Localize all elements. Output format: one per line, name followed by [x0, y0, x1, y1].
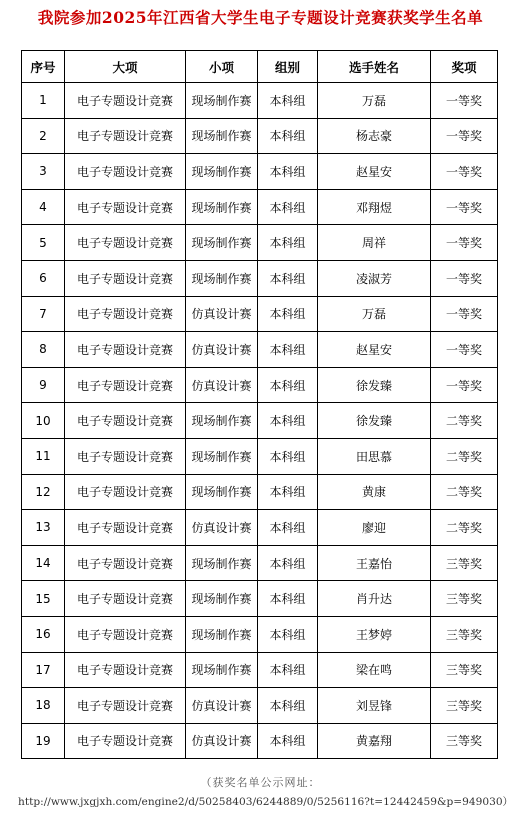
table-row: [22, 367, 498, 403]
cell-index: 12: [22, 474, 65, 510]
cell-category: 电子专题设计竞赛: [65, 225, 186, 261]
cell-award: 二等奖: [431, 474, 498, 510]
cell-group: 本科组: [258, 189, 318, 225]
header-award: 奖项: [431, 51, 498, 83]
cell-index: 6: [22, 260, 65, 296]
table-body: [22, 83, 498, 759]
cell-name: 凌淑芳: [318, 260, 431, 296]
cell-index: 7: [22, 296, 65, 332]
cell-award: 二等奖: [431, 510, 498, 546]
cell-subcategory: 现场制作赛: [186, 189, 258, 225]
cell-subcategory: 仿真设计赛: [186, 723, 258, 759]
header-subcategory: 小项: [186, 51, 258, 83]
cell-index: 1: [22, 83, 65, 119]
cell-name: 赵星安: [318, 154, 431, 190]
cell-name: 周祥: [318, 225, 431, 261]
cell-group: 本科组: [258, 296, 318, 332]
cell-award: 一等奖: [431, 225, 498, 261]
cell-name: 田思慕: [318, 438, 431, 474]
cell-index: 8: [22, 332, 65, 368]
cell-name: 黄康: [318, 474, 431, 510]
cell-award: 一等奖: [431, 154, 498, 190]
cell-award: 三等奖: [431, 545, 498, 581]
header-name: 选手姓名: [318, 51, 431, 83]
cell-category: 电子专题设计竞赛: [65, 510, 186, 546]
cell-group: 本科组: [258, 723, 318, 759]
cell-subcategory: 现场制作赛: [186, 616, 258, 652]
cell-award: 三等奖: [431, 616, 498, 652]
cell-index: 3: [22, 154, 65, 190]
header-index: 序号: [22, 51, 65, 83]
cell-subcategory: 现场制作赛: [186, 118, 258, 154]
cell-category: 电子专题设计竞赛: [65, 652, 186, 688]
cell-category: 电子专题设计竞赛: [65, 118, 186, 154]
cell-index: 11: [22, 438, 65, 474]
cell-name: 邓翔煜: [318, 189, 431, 225]
cell-subcategory: 现场制作赛: [186, 581, 258, 617]
cell-category: 电子专题设计竞赛: [65, 723, 186, 759]
cell-group: 本科组: [258, 260, 318, 296]
cell-category: 电子专题设计竞赛: [65, 545, 186, 581]
cell-award: 一等奖: [431, 189, 498, 225]
cell-group: 本科组: [258, 225, 318, 261]
cell-group: 本科组: [258, 652, 318, 688]
cell-name: 黄嘉翔: [318, 723, 431, 759]
cell-name: 万磊: [318, 83, 431, 119]
table-header-row: [22, 51, 498, 83]
cell-index: 14: [22, 545, 65, 581]
cell-subcategory: 仿真设计赛: [186, 688, 258, 724]
table-row: [22, 616, 498, 652]
footer-label: （获奖名单公示网址：: [200, 776, 321, 789]
cell-subcategory: 现场制作赛: [186, 652, 258, 688]
cell-group: 本科组: [258, 438, 318, 474]
cell-award: 一等奖: [431, 367, 498, 403]
cell-award: 一等奖: [431, 83, 498, 119]
table-row: [22, 510, 498, 546]
cell-subcategory: 仿真设计赛: [186, 332, 258, 368]
cell-group: 本科组: [258, 474, 318, 510]
cell-award: 一等奖: [431, 260, 498, 296]
cell-index: 15: [22, 581, 65, 617]
cell-award: 一等奖: [431, 296, 498, 332]
table-row: [22, 403, 498, 439]
cell-index: 2: [22, 118, 65, 154]
cell-subcategory: 现场制作赛: [186, 545, 258, 581]
cell-index: 18: [22, 688, 65, 724]
cell-award: 三等奖: [431, 652, 498, 688]
cell-category: 电子专题设计竞赛: [65, 474, 186, 510]
cell-group: 本科组: [258, 616, 318, 652]
cell-category: 电子专题设计竞赛: [65, 83, 186, 119]
header-group: 组别: [258, 51, 318, 83]
cell-category: 电子专题设计竞赛: [65, 688, 186, 724]
cell-category: 电子专题设计竞赛: [65, 189, 186, 225]
cell-award: 二等奖: [431, 403, 498, 439]
cell-group: 本科组: [258, 154, 318, 190]
cell-group: 本科组: [258, 332, 318, 368]
cell-category: 电子专题设计竞赛: [65, 581, 186, 617]
table-row: [22, 296, 498, 332]
cell-index: 10: [22, 403, 65, 439]
table-row: [22, 581, 498, 617]
cell-subcategory: 仿真设计赛: [186, 510, 258, 546]
table-row: [22, 260, 498, 296]
cell-group: 本科组: [258, 581, 318, 617]
cell-name: 王嘉怡: [318, 545, 431, 581]
cell-category: 电子专题设计竞赛: [65, 296, 186, 332]
cell-name: 梁在鸣: [318, 652, 431, 688]
cell-group: 本科组: [258, 403, 318, 439]
awards-table: [21, 50, 498, 759]
table-row: [22, 118, 498, 154]
cell-group: 本科组: [258, 367, 318, 403]
cell-group: 本科组: [258, 545, 318, 581]
table-row: [22, 723, 498, 759]
cell-category: 电子专题设计竞赛: [65, 438, 186, 474]
cell-index: 17: [22, 652, 65, 688]
cell-group: 本科组: [258, 83, 318, 119]
cell-name: 赵星安: [318, 332, 431, 368]
cell-award: 一等奖: [431, 118, 498, 154]
page-title: 我院参加2025年江西省大学生电子专题设计竞赛获奖学生名单: [37, 8, 484, 27]
cell-name: 刘昱锋: [318, 688, 431, 724]
cell-category: 电子专题设计竞赛: [65, 154, 186, 190]
cell-name: 肖升达: [318, 581, 431, 617]
cell-category: 电子专题设计竞赛: [65, 403, 186, 439]
cell-index: 16: [22, 616, 65, 652]
cell-award: 三等奖: [431, 723, 498, 759]
cell-name: 廖迎: [318, 510, 431, 546]
cell-award: 三等奖: [431, 688, 498, 724]
cell-subcategory: 仿真设计赛: [186, 367, 258, 403]
table-row: [22, 688, 498, 724]
cell-name: 王梦婷: [318, 616, 431, 652]
cell-index: 5: [22, 225, 65, 261]
table-row: [22, 225, 498, 261]
header-category: 大项: [65, 51, 186, 83]
cell-subcategory: 仿真设计赛: [186, 296, 258, 332]
cell-name: 徐发臻: [318, 367, 431, 403]
cell-name: 万磊: [318, 296, 431, 332]
cell-award: 二等奖: [431, 438, 498, 474]
cell-index: 4: [22, 189, 65, 225]
table-row: [22, 438, 498, 474]
cell-category: 电子专题设计竞赛: [65, 260, 186, 296]
cell-subcategory: 现场制作赛: [186, 260, 258, 296]
cell-group: 本科组: [258, 510, 318, 546]
table-row: [22, 652, 498, 688]
cell-category: 电子专题设计竞赛: [65, 616, 186, 652]
cell-index: 9: [22, 367, 65, 403]
table-row: [22, 83, 498, 119]
cell-name: 杨志豪: [318, 118, 431, 154]
footer-url[interactable]: http://www.jxgjxh.com/engine2/d/50258403/6244889/0/5256116?t=12442459&p=949030）: [18, 796, 514, 808]
cell-award: 三等奖: [431, 581, 498, 617]
cell-subcategory: 现场制作赛: [186, 474, 258, 510]
cell-group: 本科组: [258, 118, 318, 154]
cell-category: 电子专题设计竞赛: [65, 332, 186, 368]
cell-subcategory: 现场制作赛: [186, 403, 258, 439]
cell-name: 徐发臻: [318, 403, 431, 439]
table-row: [22, 474, 498, 510]
cell-index: 19: [22, 723, 65, 759]
cell-subcategory: 现场制作赛: [186, 154, 258, 190]
table-row: [22, 154, 498, 190]
table-row: [22, 545, 498, 581]
cell-group: 本科组: [258, 688, 318, 724]
cell-subcategory: 现场制作赛: [186, 225, 258, 261]
cell-subcategory: 现场制作赛: [186, 83, 258, 119]
cell-index: 13: [22, 510, 65, 546]
table-row: [22, 189, 498, 225]
cell-subcategory: 现场制作赛: [186, 438, 258, 474]
cell-award: 一等奖: [431, 332, 498, 368]
cell-category: 电子专题设计竞赛: [65, 367, 186, 403]
table-row: [22, 332, 498, 368]
